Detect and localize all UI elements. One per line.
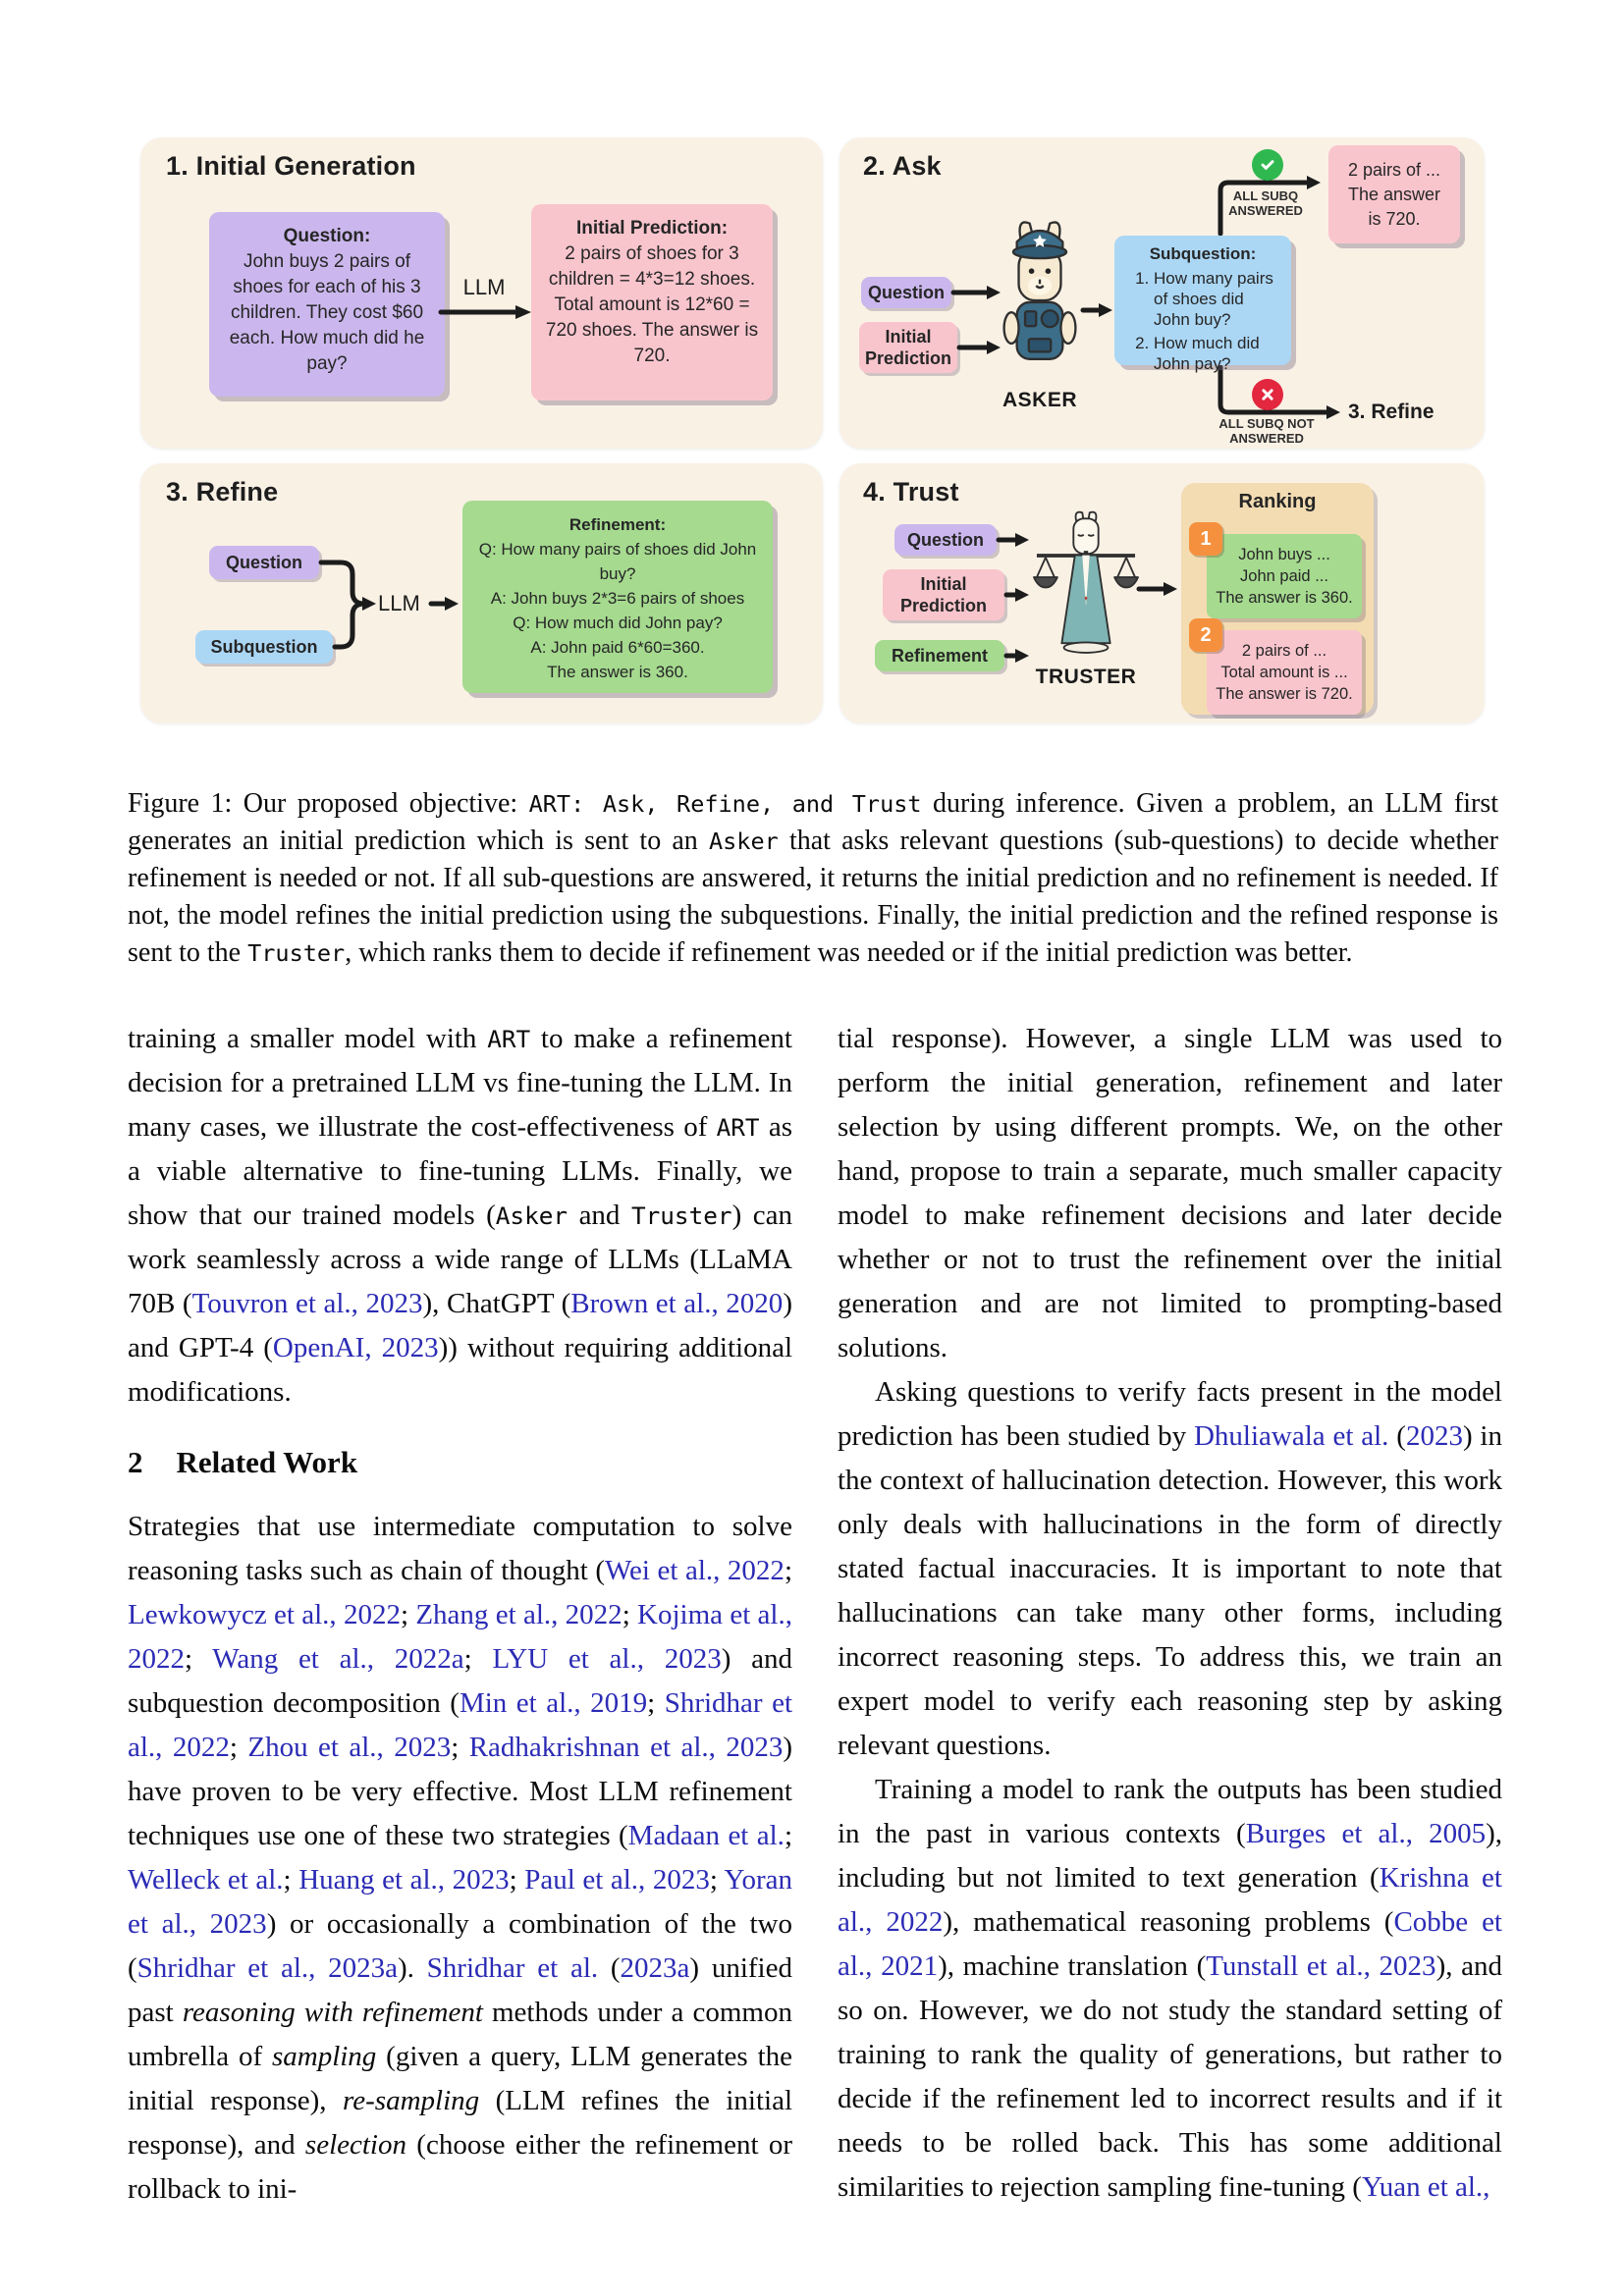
answered-result-line: The answer is 720. xyxy=(1347,184,1441,229)
citation-link[interactable]: OpenAI, 2023 xyxy=(272,1332,439,1363)
panel-trust xyxy=(839,463,1485,723)
subquestion-pill: Subquestion xyxy=(195,630,333,664)
paragraph: Strategies that use intermediate computation to solve reasoning tasks such as chain of thought (Wei et al., 2022; Lewkowycz et al., 2022; Zhang et al., 2022; Kojima et al., 2022; Wang et al., 2022a; LYU et al., 2023) and subquestion decomposition (Min et al., 2019; Shridhar et al., 2022; Zhou et al., 2023; Radhakrishnan et al., 2023) have proven to be very effective. Most LLM refinement techniques use one of these two strategies (Madaan et al.; Welleck et al.; Huang et al., 2023; Paul et al., 2023; Yoran et al., 2023) or occasionally a combination of the two (Shridhar et al., 2023a). Shridhar et al. (2023a) unified past reasoning with refinement methods under a common umbrella of sampling (given a query, LLM generates the initial response), re-sampling (LLM refines the initial response), and selection (choose either the refinement or rollback to ini- xyxy=(128,1511,793,2205)
initial-prediction-box-body: 2 pairs of shoes for 3 children = 4*3=12 shoes. Total amount is 12*60 = 720 shoes. The answer is 720. xyxy=(545,243,759,366)
cross-icon xyxy=(1252,379,1283,410)
all-subq-not-answered-label: ALL SUBQ NOT ANSWERED xyxy=(1218,416,1315,446)
citation-link[interactable]: Lewkowycz et al., 2022 xyxy=(128,1599,401,1630)
inline-code: ART xyxy=(487,1025,531,1053)
refinement-line: A: John buys 2*3=6 pairs of shoes xyxy=(490,589,745,608)
panel-title: 3. Refine xyxy=(166,477,279,507)
citation-link[interactable]: Zhang et al., 2022 xyxy=(415,1599,623,1630)
initial-prediction-pill: Initial Prediction xyxy=(859,322,957,373)
llm-label: LLM xyxy=(378,591,420,615)
refinement-pill: Refinement xyxy=(875,640,1004,671)
rank-2-badge: 2 xyxy=(1189,618,1222,652)
citation-link[interactable]: Madaan et al. xyxy=(627,1820,785,1851)
answered-result-line: 2 pairs of ... xyxy=(1347,159,1441,180)
all-subq-answered-label: ALL SUBQ ANSWERED xyxy=(1228,188,1303,218)
subquestion-box xyxy=(1114,236,1291,373)
truster-label: TRUSTER xyxy=(1035,666,1137,688)
question-box xyxy=(209,212,445,397)
citation-link[interactable]: 2023 xyxy=(1405,1420,1463,1452)
rank-line: The answer is 720. xyxy=(1216,685,1353,703)
citation-link[interactable]: Dhuliawala et al. xyxy=(1193,1420,1389,1452)
rank-line: Total amount is ... xyxy=(1220,664,1348,681)
panel-refine xyxy=(140,463,823,723)
citation-link[interactable]: 2023a xyxy=(620,1952,690,1984)
citation-link[interactable]: Zhou et al., 2023 xyxy=(247,1732,452,1763)
section-title: Related Work xyxy=(176,1445,358,1479)
ranking-panel xyxy=(1181,483,1374,715)
paragraph: tial response). However, a single LLM was used to perform the initial generation, refinement and later selection by using different prompts. We, on the other hand, propose to train a separate, much smaller capacity model to make refinement decisions and later decide whether or not to trust the refinement over the initial generation and are not limited to prompting-based solutions. xyxy=(838,1023,1502,1363)
rank-1-badge: 1 xyxy=(1189,522,1222,556)
panel-initial-generation xyxy=(140,137,823,449)
right-column xyxy=(838,1017,1502,2212)
refine-pointer: 3. Refine xyxy=(1348,400,1435,423)
emphasis-text: re-sampling xyxy=(343,2085,480,2116)
inline-code: Asker xyxy=(495,1201,568,1230)
initial-prediction-box-title: Initial Prediction: xyxy=(575,218,729,239)
question-box-title: Question: xyxy=(283,226,371,246)
trust-flow-arrows xyxy=(839,463,1485,723)
subquestion-list xyxy=(1124,268,1281,374)
inline-code: ART: Ask, Refine, and Trust xyxy=(528,790,922,818)
rank-2-box xyxy=(1207,630,1362,715)
citation-link[interactable]: Wei et al., 2022 xyxy=(605,1555,785,1586)
citation-link[interactable]: Yoran et al., 2023 xyxy=(128,1864,793,1940)
citation-link[interactable]: Burges et al., 2005 xyxy=(1245,1818,1487,1849)
figure-1 xyxy=(140,137,1485,723)
panel-title: 2. Ask xyxy=(863,151,942,181)
ranking-title: Ranking xyxy=(1238,491,1317,512)
citation-link[interactable]: LYU et al., 2023 xyxy=(492,1643,722,1675)
section-heading xyxy=(128,1444,792,1481)
citation-link[interactable]: Radhakrishnan et al., 2023 xyxy=(468,1732,784,1763)
asker-illustration xyxy=(999,214,1081,389)
subquestion-item: 1. How many pairs of shoes did John buy? xyxy=(1154,268,1281,330)
rank-1-box xyxy=(1207,534,1362,618)
answered-result-box xyxy=(1328,145,1460,243)
paragraph: training a smaller model with ART to make a refinement decision for a pretrained LLM vs fine-tuning the LLM. In many cases, we illustrate the cost-effectiveness of ART as a viable alternative to fine-tuning LLMs. Finally, we show that our trained models (Asker and Truster) can work seamlessly across a wide range of LLMs (LLaMA 70B (Touvron et al., 2023), ChatGPT (Brown et al., 2020) and GPT-4 (OpenAI, 2023)) without requiring additional modifications. xyxy=(128,1023,792,1408)
question-pill: Question xyxy=(894,524,997,556)
inline-code: Truster xyxy=(630,1201,732,1230)
truster-illustration xyxy=(1031,505,1141,662)
citation-link[interactable]: Yuan et al., xyxy=(1361,2171,1490,2203)
paragraph: Asking questions to verify facts present in the model prediction has been studied by Dhuliawala et al. (2023) in the context of hallucination detection. However, this work only deals with hallucinations in the form of directly stated factual inaccuracies. It is important to note that hallucinations can take many other forms, including incorrect reasoning steps. To address this, we train an expert model to verify each reasoning step by asking relevant questions. xyxy=(838,1376,1502,1761)
emphasis-text: selection xyxy=(304,2129,406,2161)
citation-link[interactable]: Shridhar et al. xyxy=(426,1952,599,1984)
panel-title: 1. Initial Generation xyxy=(166,151,416,181)
citation-link[interactable]: Shridhar et al., 2023a xyxy=(136,1952,399,1984)
panel-ask xyxy=(839,137,1485,449)
refinement-box xyxy=(462,501,773,693)
citation-link[interactable]: Wang et al., 2022a xyxy=(212,1643,464,1675)
citation-link[interactable]: Shridhar et al., 2022 xyxy=(128,1687,793,1763)
citation-link[interactable]: Tunstall et al., 2023 xyxy=(1206,1950,1436,1982)
arrow xyxy=(439,304,533,320)
initial-prediction-pill: Initial Prediction xyxy=(883,569,1004,620)
refinement-box-title: Refinement: xyxy=(568,515,667,534)
section-number: 2 xyxy=(128,1445,143,1479)
subquestion-box-title: Subquestion: xyxy=(1149,244,1257,263)
inline-code: Truster xyxy=(247,939,346,967)
citation-link[interactable]: Kojima et al., 2022 xyxy=(128,1599,792,1675)
rank-line: The answer is 360. xyxy=(1216,589,1353,607)
refinement-line: The answer is 360. xyxy=(547,663,688,681)
citation-link[interactable]: Brown et al., 2020 xyxy=(570,1288,784,1319)
citation-link[interactable]: Cobbe et al., 2021 xyxy=(838,1906,1502,1982)
refinement-line: Q: How many pairs of shoes did John buy? xyxy=(478,540,757,583)
rank-line: 2 pairs of ... xyxy=(1241,642,1327,660)
refinement-line: Q: How much did John pay? xyxy=(513,614,723,632)
emphasis-text: reasoning with refinement xyxy=(182,1997,483,2028)
check-icon xyxy=(1252,149,1283,181)
inline-code: ART xyxy=(716,1113,760,1142)
figure-caption: Figure 1: Our proposed objective: ART: Ask, Refine, and Trust during inference. Given a problem, an LLM first generates an initial prediction which is sent to an Asker that asks relevant questions (sub-questions) to decide whether refinement is needed or not. If all sub-questions are answered, it returns the initial prediction and no refinement is needed. If not, the model refines the initial prediction using the subquestions. Finally, the initial prediction and the refined response is sent to the Truster, which ranks them to decide if refinement was needed or if the initial prediction was better. xyxy=(128,788,1498,968)
citation-link[interactable]: Paul et al., 2023 xyxy=(524,1864,710,1896)
citation-link[interactable]: Huang et al., 2023 xyxy=(298,1864,510,1896)
question-pill: Question xyxy=(861,277,951,308)
rank-line: John paid ... xyxy=(1240,567,1328,585)
refinement-line: A: John paid 6*60=360. xyxy=(530,638,705,657)
panel-title: 4. Trust xyxy=(863,477,959,507)
llm-label: LLM xyxy=(462,275,506,299)
question-pill: Question xyxy=(209,546,319,579)
asker-label: ASKER xyxy=(1001,389,1077,411)
rank-line: John buys ... xyxy=(1238,546,1330,563)
initial-prediction-box xyxy=(531,204,773,400)
left-column xyxy=(128,1017,792,2212)
citation-link[interactable]: Min et al., 2019 xyxy=(459,1687,648,1719)
subquestion-item: 2. How much did John pay? xyxy=(1154,333,1281,374)
paragraph: Training a model to rank the outputs has been studied in the past in various contexts (Burges et al., 2005), including but not limited to text generation (Krishna et al., 2022), mathematical reasoning problems (Cobbe et al., 2021), machine translation (Tunstall et al., 2023), and so on. However, we do not study the standard setting of training to rank the quality of generations, but rather to decide if the refinement led to incorrect results and if it needs to be rolled back. This has some additional similarities to rejection sampling fine-tuning (Yuan et al., xyxy=(838,1774,1502,2203)
body-text xyxy=(128,1017,1502,2212)
question-box-body: John buys 2 pairs of shoes for each of his 3 children. They cost $60 each. How much did he pay? xyxy=(229,251,425,374)
citation-link[interactable]: Touvron et al., 2023 xyxy=(191,1288,423,1319)
citation-link[interactable]: Welleck et al. xyxy=(128,1864,284,1896)
citation-link[interactable]: Krishna et al., 2022 xyxy=(838,1862,1502,1938)
inline-code: Asker xyxy=(708,828,779,855)
emphasis-text: sampling xyxy=(271,2041,377,2072)
